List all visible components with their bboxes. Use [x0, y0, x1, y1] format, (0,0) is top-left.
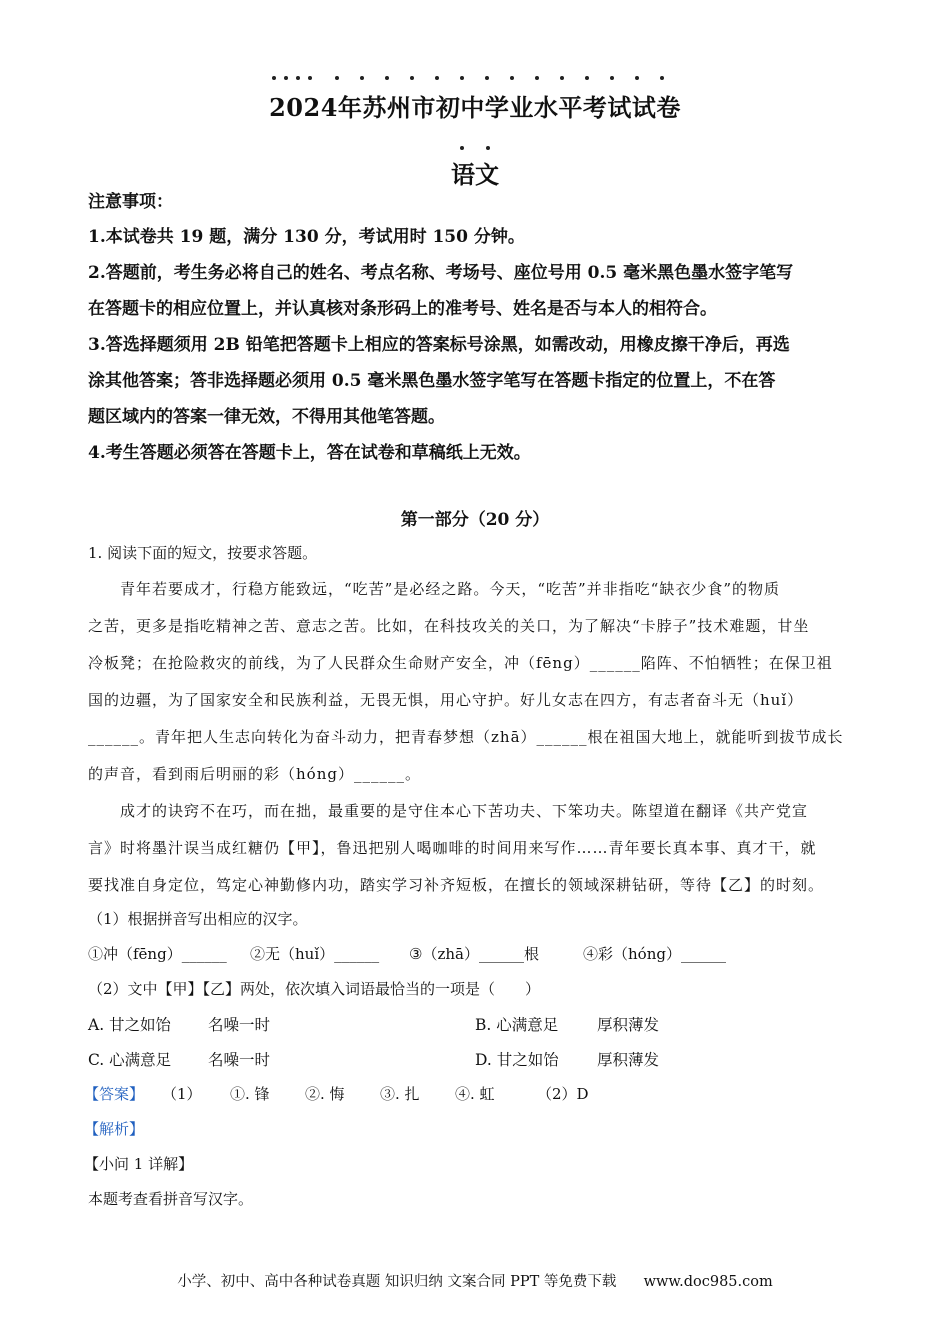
notice-line: 2.答题前，考生务必将自己的姓名、考点名称、考场号、座位号用 0.5 毫米黑色墨水签字笔写	[88, 263, 794, 283]
notice-line: 4.考生答题必须答在答题卡上，答在试卷和草稿纸上无效。	[88, 443, 531, 463]
subject-title: 语文	[451, 160, 499, 189]
analysis-tag: 【解析】	[84, 1120, 145, 1138]
analysis-text: 本题考查看拼音写汉字。	[88, 1190, 254, 1208]
notice-line: 涂其他答案；答非选择题必须用 0.5 毫米黑色墨水签字笔写在答题卡指定的位置上，不在答	[88, 371, 776, 391]
option-d-word: 厚积薄发	[597, 1051, 660, 1069]
passage-line: 之苦，更多是指吃精神之苦、意志之苦。比如，在科技攻关的关口，为了解决“卡脖子”技术难题，甘坐	[88, 617, 810, 635]
option-b: B. 心满意足	[475, 1016, 559, 1034]
answer-item: ③. 扎	[380, 1085, 420, 1103]
option-c-word: 名噪一时	[208, 1051, 271, 1069]
notice-heading: 注意事项：	[88, 192, 173, 212]
page-footer	[0, 1270, 950, 1291]
answer-item: ②. 悔	[305, 1085, 345, 1103]
notice-line: 题区域内的答案一律无效，不得用其他笔答题。	[88, 407, 445, 427]
analysis-subheading: 【小问 1 详解】	[84, 1155, 194, 1173]
answer-tag: 【答案】	[84, 1085, 145, 1103]
subquestion-1-prompt: （1）根据拼音写出相应的汉字。	[88, 910, 308, 928]
passage-line: 国的边疆，为了国家安全和民族利益，无畏无惧，用心守护。好儿女志在四方，有志者奋斗无（huǐ）	[88, 691, 804, 709]
passage-line: ______。青年把人生志向转化为奋斗动力，把青春梦想（zhā）______根在祖国大地上，就能听到拔节成长	[88, 728, 844, 746]
notice-line: 在答题卡的相应位置上，并认真核对条形码上的准考号、姓名是否与本人的相符合。	[88, 299, 717, 319]
pinyin-item: ②无（huǐ）______	[250, 945, 380, 963]
answer-item: ④. 虹	[455, 1085, 495, 1103]
passage-line: 青年若要成才，行稳方能致远，“吃苦”是必经之路。今天，“吃苦”并非指吃“缺衣少食”的物质	[120, 580, 781, 598]
passage-line: 成才的诀窍不在巧，而在拙，最重要的是守住本心下苦功夫、下笨功夫。陈望道在翻译《共产党宣	[120, 802, 809, 820]
option-d: D. 甘之如饴	[475, 1051, 559, 1069]
question-prompt: 1. 阅读下面的短文，按要求答题。	[88, 544, 318, 562]
passage-line: 要找准自身定位，笃定心神勤修内功，踏实学习补齐短板，在擅长的领域深耕钻研，等待【乙】的时刻。	[88, 876, 825, 894]
answer-item: ①. 锋	[230, 1085, 270, 1103]
option-c: C. 心满意足	[88, 1051, 172, 1069]
notice-line: 1.本试卷共 19 题，满分 130 分，考试用时 150 分钟。	[88, 227, 525, 247]
page-title: 2024年苏州市初中学业水平考试试卷	[269, 93, 681, 122]
option-a-word: 名噪一时	[208, 1016, 271, 1034]
pinyin-item: ③（zhā）______根	[409, 945, 539, 963]
answer-part2: （2）D	[537, 1085, 589, 1103]
option-a: A. 甘之如饴	[88, 1016, 172, 1034]
passage-line: 冷板凳；在抢险救灾的前线，为了人民群众生命财产安全，冲（fēng）______陷阵、不怕牺牲；在保卫祖	[88, 654, 833, 672]
pinyin-item: ①冲（fēng）______	[88, 945, 227, 963]
passage-line: 的声音，看到雨后明丽的彩（hóng）______。	[88, 765, 421, 783]
pinyin-item: ④彩（hóng）______	[583, 945, 726, 963]
footer-text: 小学、初中、高中各种试卷真题 知识归纳 文案合同 PPT 等免费下载	[177, 1274, 617, 1290]
option-b-word: 厚积薄发	[597, 1016, 660, 1034]
section-title: 第一部分（20 分）	[400, 510, 550, 530]
subquestion-2-prompt: （2）文中【甲】【乙】两处，依次填入词语最恰当的一项是（ ）	[88, 980, 541, 998]
passage-line: 言》时将墨汁误当成红糖仍【甲】，鲁迅把别人喝咖啡的时间用来写作……青年要长真本事、真才干，就	[88, 839, 817, 857]
notice-line: 3.答选择题须用 2B 铅笔把答题卡上相应的答案标号涂黑，如需改动，用橡皮擦干净后，再选	[88, 335, 790, 355]
footer-link[interactable]: www.doc985.com	[643, 1274, 773, 1290]
answer-part1: （1）	[162, 1085, 202, 1103]
